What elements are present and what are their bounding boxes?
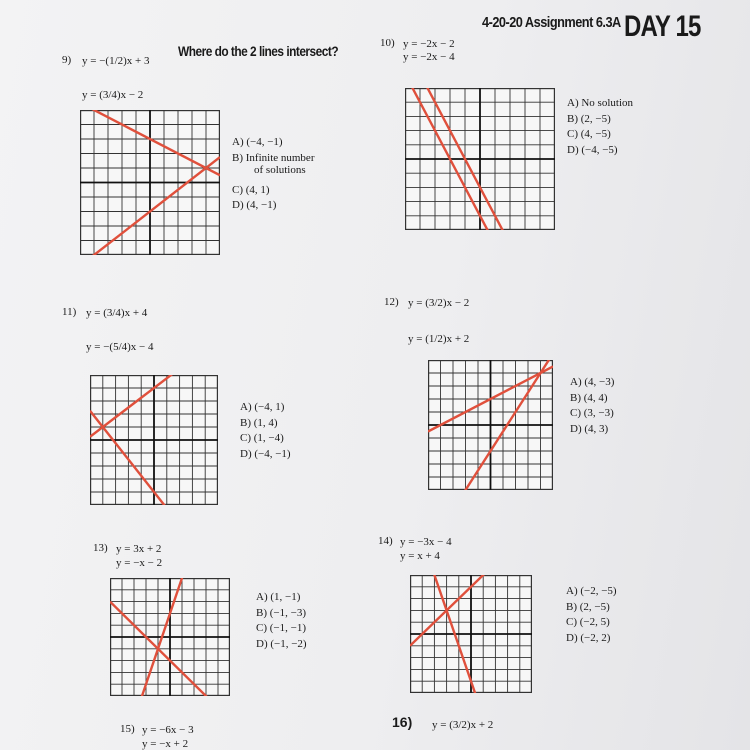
choice-c[interactable]: C) (−2, 5) [566, 616, 610, 628]
choice-b[interactable]: B) (1, 4) [240, 416, 278, 429]
equation-1: y = −6x − 3 [142, 724, 194, 736]
choice-b[interactable]: B) (2, −5) [567, 112, 611, 125]
choice-a[interactable]: A) No solution [567, 97, 633, 109]
choice-c[interactable]: C) (−1, −1) [256, 622, 306, 634]
equation-1: y = (3/4)x + 4 [86, 307, 148, 319]
choice-d[interactable]: D) (−2, 2) [566, 631, 611, 644]
graph-svg [80, 110, 220, 255]
choice-d[interactable]: D) (4, −1) [232, 199, 277, 211]
equation-2: y = −(5/4)x − 4 [86, 341, 154, 353]
choice-a[interactable]: A) (1, −1) [256, 591, 301, 603]
equation-1: y = −3x − 4 [400, 536, 452, 548]
equation-1: y = −(1/2)x + 3 [82, 55, 150, 67]
problem-number: 14) [378, 535, 393, 547]
answer-choices [570, 375, 614, 437]
graph-svg [428, 360, 553, 490]
equation-1: y = 3x + 2 [116, 543, 162, 555]
equation-1: y = (3/2)x − 2 [408, 297, 470, 309]
coordinate-graph [428, 360, 553, 490]
assignment-title: 4-20-20 Assignment 6.3A [482, 14, 621, 31]
answer-choices [566, 584, 617, 646]
choice-d[interactable]: D) (−4, −5) [567, 143, 618, 156]
equation-2: y = −x + 2 [142, 738, 189, 750]
equation-1: y = (3/2)x + 2 [432, 719, 494, 731]
choice-d[interactable]: D) (4, 3) [570, 422, 609, 435]
choice-b[interactable]: B) (2, −5) [566, 600, 610, 613]
graph-svg [410, 575, 532, 693]
choice-d[interactable]: D) (−4, −1) [240, 447, 291, 460]
coordinate-graph [410, 575, 532, 693]
graph-svg [110, 578, 230, 696]
problem-number: 10) [380, 37, 395, 49]
equation-2: y = (3/4)x − 2 [82, 89, 144, 101]
day-label: DAY 15 [624, 10, 701, 43]
choice-b[interactable]: B) (4, 4) [570, 391, 608, 404]
choice-b[interactable]: B) Infinite number [232, 151, 315, 164]
choice-a[interactable]: A) (−4, −1) [232, 136, 283, 148]
coordinate-graph [80, 110, 220, 255]
choice-c[interactable]: C) (3, −3) [570, 407, 614, 419]
equation-1: y = −2x − 2 [403, 38, 455, 50]
answer-choices [567, 96, 633, 158]
problem-number: 12) [384, 296, 399, 308]
graph-svg [90, 375, 218, 505]
graph-svg [405, 88, 555, 230]
problem-number: 15) [120, 723, 135, 735]
intersection-prompt: Where do the 2 lines intersect? [178, 43, 339, 59]
answer-choices [240, 400, 291, 462]
choice-a[interactable]: A) (−2, −5) [566, 585, 617, 597]
choice-a[interactable]: A) (4, −3) [570, 376, 615, 388]
problem-number: 16) [392, 714, 413, 730]
choice-c[interactable]: C) (1, −4) [240, 432, 284, 444]
coordinate-graph [90, 375, 218, 505]
answer-choices [232, 135, 314, 214]
choice-a[interactable]: A) (−4, 1) [240, 401, 285, 413]
choice-c[interactable]: C) (4, 1) [232, 183, 270, 196]
problem-number: 9) [62, 54, 72, 66]
problem-number: 11) [62, 306, 77, 318]
equation-2: y = −x − 2 [116, 557, 163, 569]
coordinate-graph [110, 578, 230, 696]
choice-b-continued: of solutions [254, 164, 306, 176]
problem-number: 13) [93, 542, 108, 554]
equation-2: y = (1/2)x + 2 [408, 333, 470, 345]
choice-b[interactable]: B) (−1, −3) [256, 606, 306, 619]
choice-c[interactable]: C) (4, −5) [567, 128, 611, 140]
equation-2: y = −2x − 4 [403, 51, 455, 63]
choice-d[interactable]: D) (−1, −2) [256, 637, 307, 650]
coordinate-graph [405, 88, 555, 230]
answer-choices [256, 590, 307, 652]
equation-2: y = x + 4 [400, 550, 440, 562]
